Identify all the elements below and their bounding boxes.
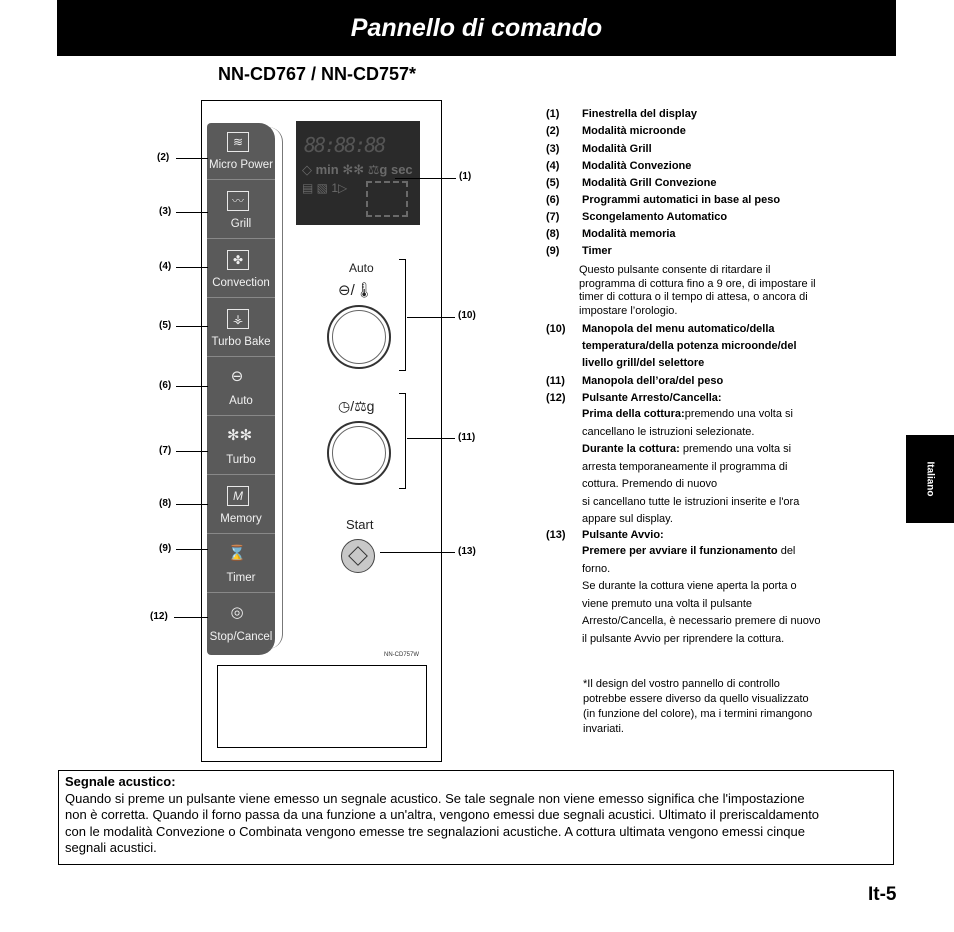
panel-model-code: NN-CD757W bbox=[384, 652, 420, 658]
legend-text: Modalità memoria bbox=[582, 228, 676, 240]
acoustic-signal-line: non è corretta. Quando il forno passa da una funzione a un'altra, vengono emessi due segnali acustici. Ultimato il preriscaldamento bbox=[65, 807, 820, 823]
legend-text: Manopola del menu automatico/della bbox=[582, 323, 775, 335]
legend-text: Programmi automatici in base al peso bbox=[582, 194, 781, 206]
callout-13: (13) bbox=[458, 546, 476, 557]
footnote-line: *Il design del vostro pannello di controllo bbox=[583, 678, 780, 690]
legend-number: (1) bbox=[546, 108, 560, 120]
note-line: forno. bbox=[582, 562, 611, 575]
memory-label: Memory bbox=[220, 513, 262, 525]
timer-desc-line: timer di cottura o il tempo di attesa, o ancora di bbox=[579, 291, 808, 303]
time-weight-knob[interactable] bbox=[327, 421, 391, 485]
timer-label: Timer bbox=[226, 572, 256, 584]
page-number: It-5 bbox=[868, 884, 897, 905]
callout-7: (7) bbox=[159, 445, 172, 456]
legend-text: Manopola dell’ora/del peso bbox=[582, 375, 724, 387]
callout-2-line bbox=[176, 158, 208, 159]
legend-text: Scongelamento Automatico bbox=[582, 211, 728, 223]
note-line: cottura. Premendo di nuovo bbox=[582, 478, 718, 490]
legend-text: Modalità Grill Convezione bbox=[582, 177, 717, 189]
turbo-bake-icon: ⚶ bbox=[227, 309, 249, 329]
language-tab-label: Italiano bbox=[924, 461, 936, 497]
note-line bbox=[582, 543, 864, 561]
note-line: appare sul display. bbox=[582, 513, 673, 525]
microwave-waves-icon: ≋ bbox=[227, 132, 249, 152]
note-line: il pulsante Avvio per riprendere la cottura. bbox=[582, 632, 785, 645]
callout-4-line bbox=[176, 267, 208, 268]
stop-cancel-label: Stop/Cancel bbox=[209, 631, 273, 643]
callout-9-line bbox=[176, 549, 208, 550]
turbo-bake-button[interactable] bbox=[207, 300, 275, 357]
display-gsec: g sec bbox=[379, 162, 413, 177]
acoustic-signal-line: segnali acustici. bbox=[65, 840, 157, 856]
stop-cancel-description bbox=[582, 406, 864, 529]
legend-text: Modalità Convezione bbox=[582, 160, 692, 172]
footnote-line: invariati. bbox=[583, 723, 624, 735]
note-line: arresta temporaneamente il programma di bbox=[582, 460, 788, 473]
strip-edge bbox=[268, 127, 283, 649]
menu-temperature-knob[interactable] bbox=[327, 305, 391, 369]
callout-5-line bbox=[176, 326, 208, 327]
callout-11-line bbox=[407, 438, 455, 439]
knob1-bracket bbox=[399, 259, 406, 371]
button-strip bbox=[207, 123, 275, 655]
legend-number: (13) bbox=[546, 529, 566, 541]
acoustic-signal-heading: Segnale acustico: bbox=[65, 774, 176, 789]
convection-button[interactable] bbox=[207, 241, 275, 298]
display-indicators: ◇ min ✻✻ ⚖g sec bbox=[302, 162, 413, 177]
callout-5: (5) bbox=[159, 320, 172, 331]
legend-number: (10) bbox=[546, 323, 566, 335]
legend-text: Finestrella del display bbox=[582, 108, 697, 120]
callout-6-line bbox=[176, 386, 208, 387]
note-text: premendo una volta si bbox=[684, 408, 793, 420]
page-title: Pannello di comando bbox=[350, 14, 603, 42]
stop-cancel-button[interactable] bbox=[207, 595, 275, 652]
note-bold: Premere per avviare il funzionamento bbox=[582, 545, 778, 557]
clock-weight-icon: ◷/⚖g bbox=[338, 398, 375, 414]
defrost-icon: ✻✻ bbox=[227, 427, 253, 444]
note-line bbox=[582, 441, 864, 459]
title-bar bbox=[57, 0, 896, 56]
timer-button[interactable] bbox=[207, 536, 275, 593]
legend-number: (12) bbox=[546, 392, 566, 404]
callout-10: (10) bbox=[458, 310, 476, 321]
callout-1: (1) bbox=[459, 171, 472, 182]
callout-2: (2) bbox=[157, 152, 170, 163]
timer-description bbox=[579, 264, 869, 318]
legend-text: Modalità Grill bbox=[582, 143, 652, 155]
hourglass-icon: ⌛ bbox=[227, 545, 247, 562]
note-bold: Prima della cottura: bbox=[582, 408, 685, 420]
memory-m-icon: M bbox=[227, 486, 249, 506]
legend-number: (2) bbox=[546, 125, 560, 137]
acoustic-signal-line: Quando si preme un pulsante viene emesso un segnale acustico. Se tale segnale non viene emesso significa che l'impostazione bbox=[65, 790, 805, 806]
callout-10-line bbox=[407, 317, 455, 318]
acoustic-signal-box bbox=[58, 770, 894, 865]
note-line: si cancellano tutte le istruzioni inserite e l'ora bbox=[582, 495, 800, 508]
convection-fan-icon: ✤ bbox=[227, 250, 249, 270]
legend-number: (4) bbox=[546, 160, 560, 172]
auto-button[interactable] bbox=[207, 359, 275, 416]
auto-knob-label: Auto bbox=[349, 261, 374, 275]
legend-text: livello grill/del selettore bbox=[582, 357, 705, 369]
stop-icon: ◎ bbox=[230, 604, 244, 621]
language-tab bbox=[906, 435, 954, 523]
legend-text: Pulsante Arresto/Cancella: bbox=[582, 392, 722, 404]
knob2-bracket bbox=[399, 393, 406, 489]
callout-3-line bbox=[176, 212, 208, 213]
start-description bbox=[582, 543, 864, 648]
grill-label: Grill bbox=[230, 218, 252, 230]
callout-3: (3) bbox=[159, 206, 172, 217]
note-line: Se durante la cottura viene aperta la porta o bbox=[582, 580, 797, 592]
micro-power-label: Micro Power bbox=[209, 159, 273, 171]
model-heading: NN-CD767 / NN-CD757* bbox=[218, 64, 417, 84]
turbo-button[interactable] bbox=[207, 418, 275, 475]
start-diamond-icon bbox=[348, 546, 368, 566]
callout-8: (8) bbox=[159, 498, 172, 509]
callout-1-line bbox=[395, 178, 456, 179]
legend-number: (5) bbox=[546, 177, 560, 189]
convection-label: Convection bbox=[212, 277, 270, 289]
auto-label: Auto bbox=[229, 395, 253, 407]
weight-unit: g bbox=[366, 398, 375, 414]
start-button[interactable] bbox=[341, 539, 375, 573]
note-line bbox=[582, 406, 864, 424]
callout-12-line bbox=[174, 617, 208, 618]
callout-7-line bbox=[176, 451, 208, 452]
legend-number: (11) bbox=[546, 375, 565, 387]
micro-power-button[interactable] bbox=[207, 123, 275, 180]
callout-9: (9) bbox=[159, 543, 172, 554]
footnote-line: potrebbe essere diverso da quello visualizzato bbox=[583, 693, 809, 705]
legend-number: (6) bbox=[546, 194, 560, 206]
display-window bbox=[296, 121, 420, 225]
display-icons: ▤ ▧ 1▷ bbox=[302, 181, 348, 195]
callout-8-line bbox=[176, 504, 208, 505]
display-digits: 88:88:88 bbox=[304, 133, 385, 157]
legend-number: (8) bbox=[546, 228, 560, 240]
legend-text: Timer bbox=[582, 245, 612, 257]
grill-icon: 〰 bbox=[227, 191, 249, 211]
footnote-line: (in funzione del colore), ma i termini rimangono bbox=[583, 708, 813, 720]
callout-12: (12) bbox=[150, 611, 168, 622]
design-footnote bbox=[583, 677, 868, 737]
door-window-area bbox=[217, 665, 427, 748]
legend-number: (3) bbox=[546, 143, 560, 155]
display-oven-icon bbox=[366, 181, 408, 217]
callout-11: (11) bbox=[458, 432, 476, 443]
note-line: Arresto/Cancella, è necessario premere di nuovo bbox=[582, 615, 821, 627]
turbo-bake-label: Turbo Bake bbox=[211, 336, 271, 348]
acoustic-signal-line: con le modalità Convezione o Combinata vengono emesse tre segnalazioni acustiche. A cottura ultimata vengono emessi cinque bbox=[65, 823, 805, 839]
timer-desc-line: impostare l’orologio. bbox=[579, 304, 678, 317]
display-min: min bbox=[315, 162, 339, 177]
note-line: cancellano le istruzioni selezionate. bbox=[582, 425, 755, 438]
legend-text: temperatura/della potenza microonde/del bbox=[582, 340, 797, 352]
note-text: premendo una volta si bbox=[679, 443, 792, 455]
callout-4: (4) bbox=[159, 261, 172, 272]
legend-text: Pulsante Avvio: bbox=[582, 529, 664, 541]
dish-thermometer-icon: ⊖/🌡 bbox=[338, 282, 374, 299]
legend-number: (7) bbox=[546, 211, 560, 223]
timer-desc-line: Questo pulsante consente di ritardare il bbox=[579, 264, 771, 276]
grill-button[interactable] bbox=[207, 182, 275, 239]
memory-button[interactable] bbox=[207, 477, 275, 534]
note-bold: Durante la cottura: bbox=[582, 443, 680, 455]
legend-number: (9) bbox=[546, 245, 560, 257]
auto-dish-icon: ⊖ bbox=[230, 368, 244, 385]
note-line: viene premuto una volta il pulsante bbox=[582, 597, 752, 610]
start-label: Start bbox=[346, 517, 374, 532]
timer-desc-line: programma di cottura fino a 9 ore, di impostare il bbox=[579, 277, 816, 290]
legend-text: Modalità microonde bbox=[582, 125, 686, 137]
callout-6: (6) bbox=[159, 380, 172, 391]
callout-13-line bbox=[380, 552, 455, 553]
turbo-label: Turbo bbox=[226, 454, 256, 466]
note-text: del bbox=[777, 545, 796, 557]
